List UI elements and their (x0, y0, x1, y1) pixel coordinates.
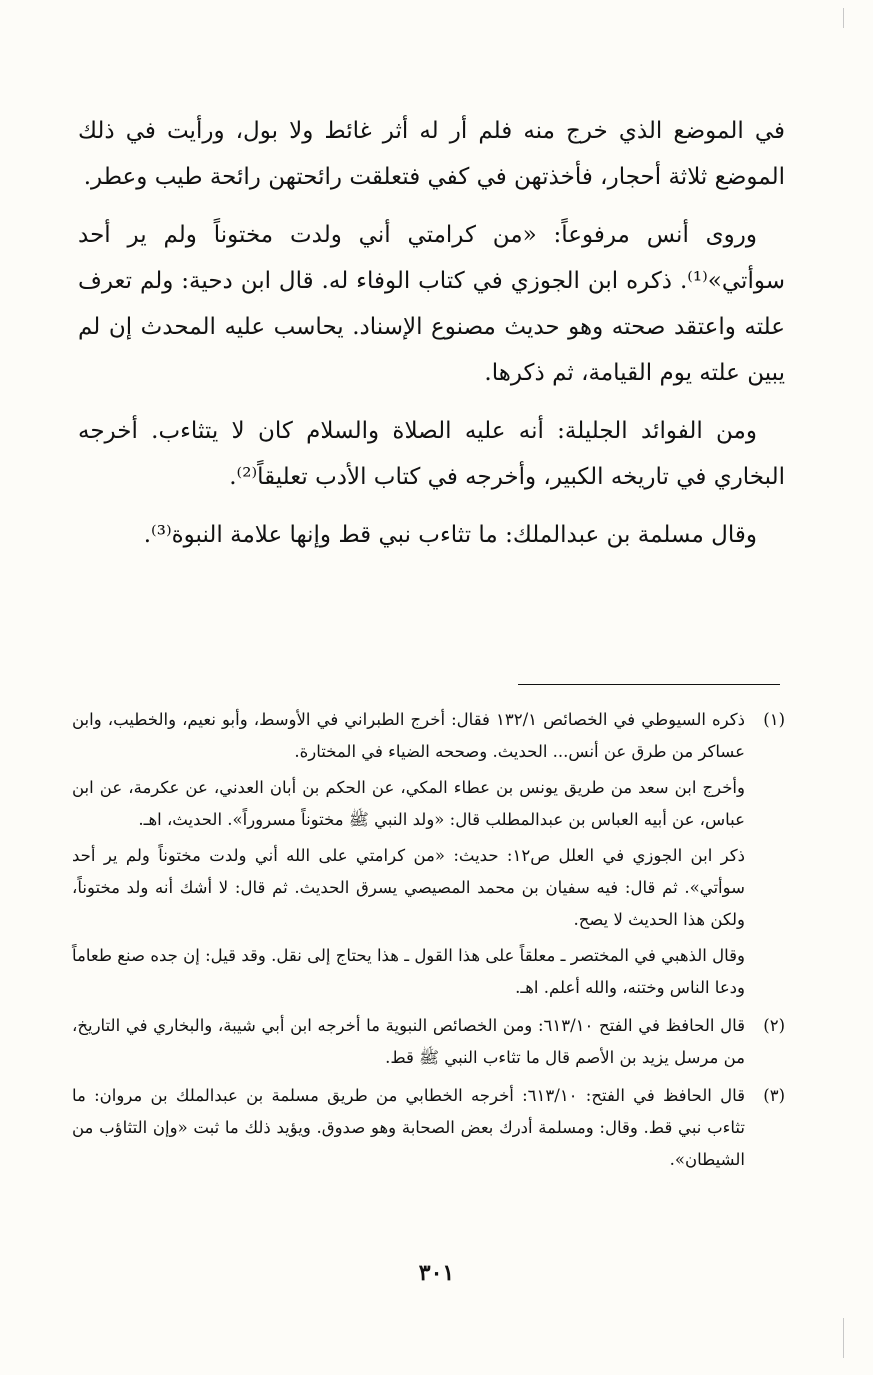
footnote-1 (72, 704, 785, 1008)
main-text (78, 108, 785, 570)
footnotes (72, 704, 785, 1182)
scan-edge-mark-bottom (843, 1318, 844, 1358)
footnote-body (72, 1080, 745, 1180)
page-number: ٣٠١ (418, 1260, 455, 1286)
footnote-number: (٣) (763, 1086, 785, 1105)
footnote-paragraph: ذكره السيوطي في الخصائص ١٣٢/١ فقال: أخرج الطبراني في الأوسط، وأبو نعيم، والخطيب، وابن عساكر من طرق عن أنس... الحديث. وصححه الضياء في المختارة. (72, 710, 745, 761)
footnote-paragraph: قال الحافظ في الفتح ٦١٣/١٠: ومن الخصائص النبوية ما أخرجه ابن أبي شيبة، والبخاري في التاريخ، من مرسل يزيد بن الأصم قال ما تثاءب النبي ﷺ قط. (72, 1016, 746, 1067)
footnote-3 (72, 1080, 785, 1180)
footnote-number: (١) (763, 710, 785, 729)
main-paragraph: وروى أنس مرفوعاً: «من كرامتي أني ولدت مختوناً ولم ير أحد سوأتي»⁽¹⁾. ذكره ابن الجوزي في كتاب الوفاء له. قال ابن دحية: ولم تعرف علته واعتقد صحته وهو حديث مصنوع الإسناد. يحاسب عليه المحدث إن لم يبين علته يوم القيامة، ثم ذكرها. (78, 222, 785, 386)
footnote-body (72, 704, 745, 1008)
footnote-2 (72, 1010, 785, 1078)
main-paragraph: وقال مسلمة بن عبدالملك: ما تثاءب نبي قط وإنها علامة النبوة⁽³⁾. (143, 522, 757, 548)
footnote-body (72, 1010, 745, 1078)
footnote-separator (518, 684, 780, 685)
scan-edge-mark-top (843, 8, 844, 28)
main-paragraph: ومن الفوائد الجليلة: أنه عليه الصلاة والسلام كان لا يتثاءب. أخرجه البخاري في تاريخه الكبير، وأخرجه في كتاب الأدب تعليقاً⁽²⁾. (78, 418, 785, 490)
footnote-paragraph: وأخرج ابن سعد من طريق يونس بن عطاء المكي، عن الحكم بن أبان العدني، عن عكرمة، عن ابن عباس، عن أبيه العباس بن عبدالمطلب قال: «ولد النبي ﷺ مختوناً مسروراً». الحديث، اهـ. (72, 778, 745, 829)
footnote-paragraph: ذكر ابن الجوزي في العلل ص١٢: حديث: «من كرامتي على الله أني ولدت مختوناً ولم ير أحد سوأتي». ثم قال: فيه سفيان بن محمد المصيصي يسرق الحديث. ثم قال: لا أشك أنه ولد مختوناً، ولكن هذا الحديث لا يصح. (72, 846, 745, 929)
footnote-paragraph: قال الحافظ في الفتح: ٦١٣/١٠: أخرجه الخطابي من طريق مسلمة بن عبدالملك بن مروان: ما تثاءب نبي قط. وقال: ومسلمة أدرك بعض الصحابة وهو صدوق. ويؤيد ذلك ما ثبت «وإن التثاؤب من الشيطان». (72, 1086, 745, 1169)
footnote-paragraph: وقال الذهبي في المختصر ـ معلقاً على هذا القول ـ هذا يحتاج إلى نقل. وقد قيل: إن جده صنع طعاماً ودعا الناس وختنه، والله أعلم. اهـ. (72, 946, 745, 997)
footnote-number: (٢) (763, 1016, 785, 1035)
main-paragraph: في الموضع الذي خرج منه فلم أر له أثر غائط ولا بول، ورأيت في ذلك الموضع ثلاثة أحجار، فأخذتهن في كفي فتعلقت رائحتهن رائحة طيب وعطر. (78, 118, 785, 190)
